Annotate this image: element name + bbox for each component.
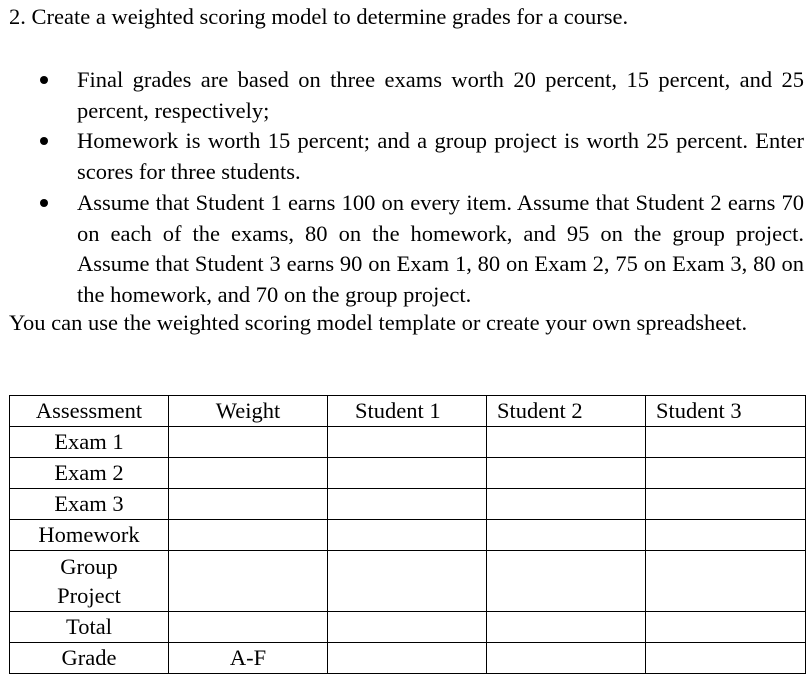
student-1-cell[interactable] <box>328 643 487 674</box>
bullet-icon <box>40 76 48 84</box>
bullet-icon <box>40 199 48 207</box>
question-heading: 2. Create a weighted scoring model to determine grades for a course. <box>9 4 629 29</box>
requirements-list <box>0 65 811 311</box>
bullet-text: Final grades are based on three exams worth 20 percent, 15 percent, and 25 percent, respectively; <box>77 67 804 123</box>
table-row <box>10 489 806 520</box>
bullet-text: Homework is worth 15 percent; and a group project is worth 25 percent. Enter scores for three students. <box>77 128 804 185</box>
header-student-3: Student 3 <box>646 396 806 427</box>
student-2-cell[interactable] <box>487 458 646 489</box>
student-2-cell[interactable] <box>487 612 646 643</box>
student-3-cell[interactable] <box>646 489 806 520</box>
student-3-cell[interactable] <box>646 520 806 551</box>
weight-cell[interactable] <box>169 520 328 551</box>
table-header-row <box>10 396 806 427</box>
bullet-icon <box>40 137 48 145</box>
student-2-cell[interactable] <box>487 643 646 674</box>
weight-cell[interactable]: A-F <box>169 643 328 674</box>
table-row <box>10 643 806 674</box>
row-label: Total <box>10 612 169 643</box>
weighted-scoring-table <box>9 395 806 674</box>
student-1-cell[interactable] <box>328 612 487 643</box>
list-item <box>0 126 811 187</box>
student-2-cell[interactable] <box>487 551 646 612</box>
header-student-1: Student 1 <box>328 396 487 427</box>
list-item <box>0 65 811 126</box>
closing-paragraph: You can use the weighted scoring model template or create your own spreadsheet. <box>9 310 748 335</box>
list-item <box>0 188 811 311</box>
row-label-line: Group <box>60 554 118 579</box>
row-label: Exam 1 <box>10 427 169 458</box>
bullet-text: Assume that Student 1 earns 100 on every item. Assume that Student 2 earns 70 on each of the exams, 80 on the homework, and 95 on the group project. Assume that Student 3 earns 90 on Exam 1, 80 on Exam 2, 75 on Exam 3, 80 on the homework, and 70 on the group project. <box>77 189 804 307</box>
student-3-cell[interactable] <box>646 551 806 612</box>
student-3-cell[interactable] <box>646 427 806 458</box>
student-1-cell[interactable] <box>328 551 487 612</box>
header-assessment: Assessment <box>10 396 169 427</box>
weight-cell[interactable] <box>169 551 328 612</box>
row-label <box>10 551 169 612</box>
student-3-cell[interactable] <box>646 458 806 489</box>
table-row <box>10 551 806 612</box>
student-3-cell[interactable] <box>646 612 806 643</box>
row-label: Exam 3 <box>10 489 169 520</box>
student-2-cell[interactable] <box>487 427 646 458</box>
table-row <box>10 427 806 458</box>
table-row <box>10 458 806 489</box>
weight-cell[interactable] <box>169 458 328 489</box>
student-2-cell[interactable] <box>487 520 646 551</box>
row-label: Grade <box>10 643 169 674</box>
row-label: Exam 2 <box>10 458 169 489</box>
weight-cell[interactable] <box>169 612 328 643</box>
student-1-cell[interactable] <box>328 520 487 551</box>
student-1-cell[interactable] <box>328 458 487 489</box>
student-1-cell[interactable] <box>328 427 487 458</box>
table-row <box>10 520 806 551</box>
weight-cell[interactable] <box>169 489 328 520</box>
header-weight: Weight <box>169 396 328 427</box>
row-label-line: Project <box>57 583 121 608</box>
student-1-cell[interactable] <box>328 489 487 520</box>
row-label: Homework <box>10 520 169 551</box>
student-2-cell[interactable] <box>487 489 646 520</box>
table-row <box>10 612 806 643</box>
student-3-cell[interactable] <box>646 643 806 674</box>
header-student-2: Student 2 <box>487 396 646 427</box>
weight-cell[interactable] <box>169 427 328 458</box>
